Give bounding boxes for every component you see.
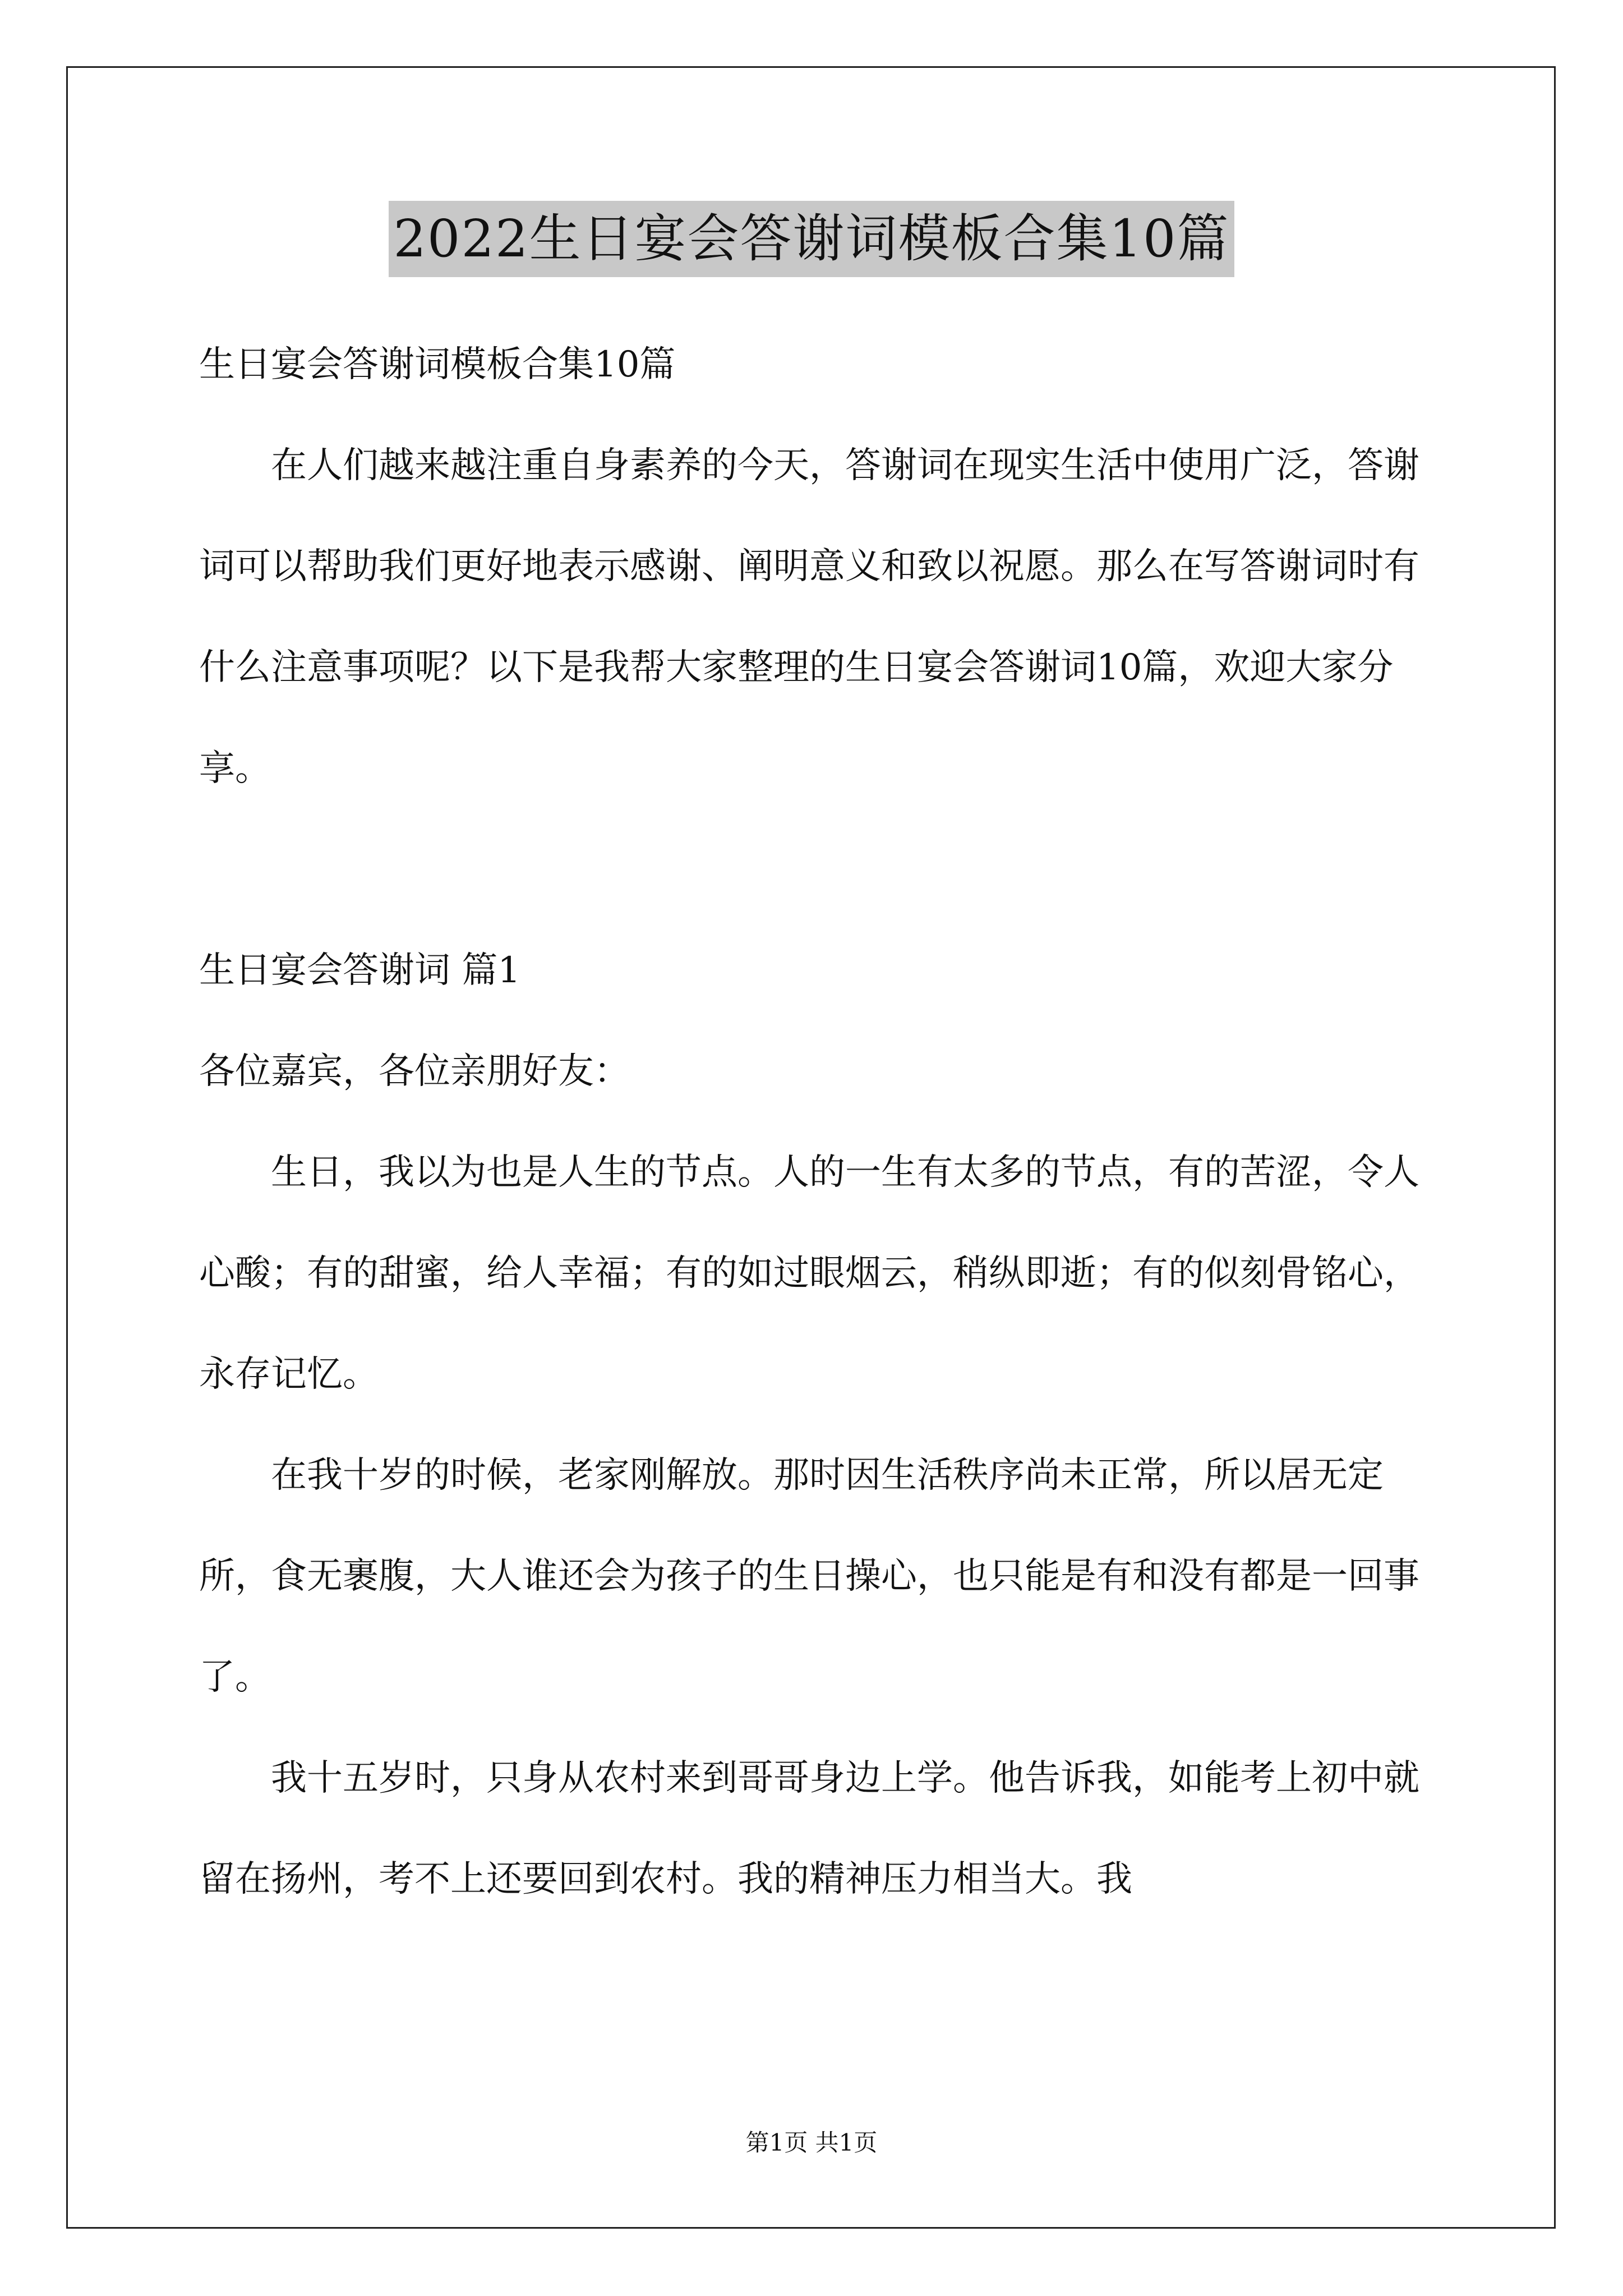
title-container	[0, 201, 1623, 277]
subtitle: 生日宴会答谢词模板合集10篇	[199, 344, 676, 385]
intro-paragraph: 在人们越来越注重自身素养的今天，答谢词在现实生活中使用广泛，答谢词可以帮助我们更好地表示感谢、阐明意义和致以祝愿。那么在写答谢词时有什么注意事项呢？以下是我帮大家整理的生日宴会答谢词10篇，欢迎大家分享。	[199, 445, 1419, 789]
document-body	[199, 314, 1422, 1930]
section-spacer	[199, 819, 1422, 920]
salutation: 各位嘉宾，各位亲朋好友：	[199, 1051, 630, 1092]
document-title: 2022生日宴会答谢词模板合集10篇	[389, 201, 1234, 277]
body-paragraph: 我十五岁时，只身从农村来到哥哥身边上学。他告诉我，如能考上初中就留在扬州，考不上还要回到农村。我的精神压力相当大。我	[199, 1757, 1419, 1900]
body-paragraph: 生日，我以为也是人生的节点。人的一生有太多的节点，有的苦涩，令人心酸；有的甜蜜，给人幸福；有的如过眼烟云，稍纵即逝；有的似刻骨铭心，永存记忆。	[199, 1152, 1419, 1395]
page-footer: 第1页 共1页	[745, 2129, 878, 2156]
body-paragraph: 在我十岁的时候，老家刚解放。那时因生活秩序尚未正常，所以居无定所，食无裹腹，大人谁还会为孩子的生日操心，也只能是有和没有都是一回事了。	[199, 1455, 1419, 1698]
section-heading: 生日宴会答谢词 篇1	[199, 950, 521, 991]
